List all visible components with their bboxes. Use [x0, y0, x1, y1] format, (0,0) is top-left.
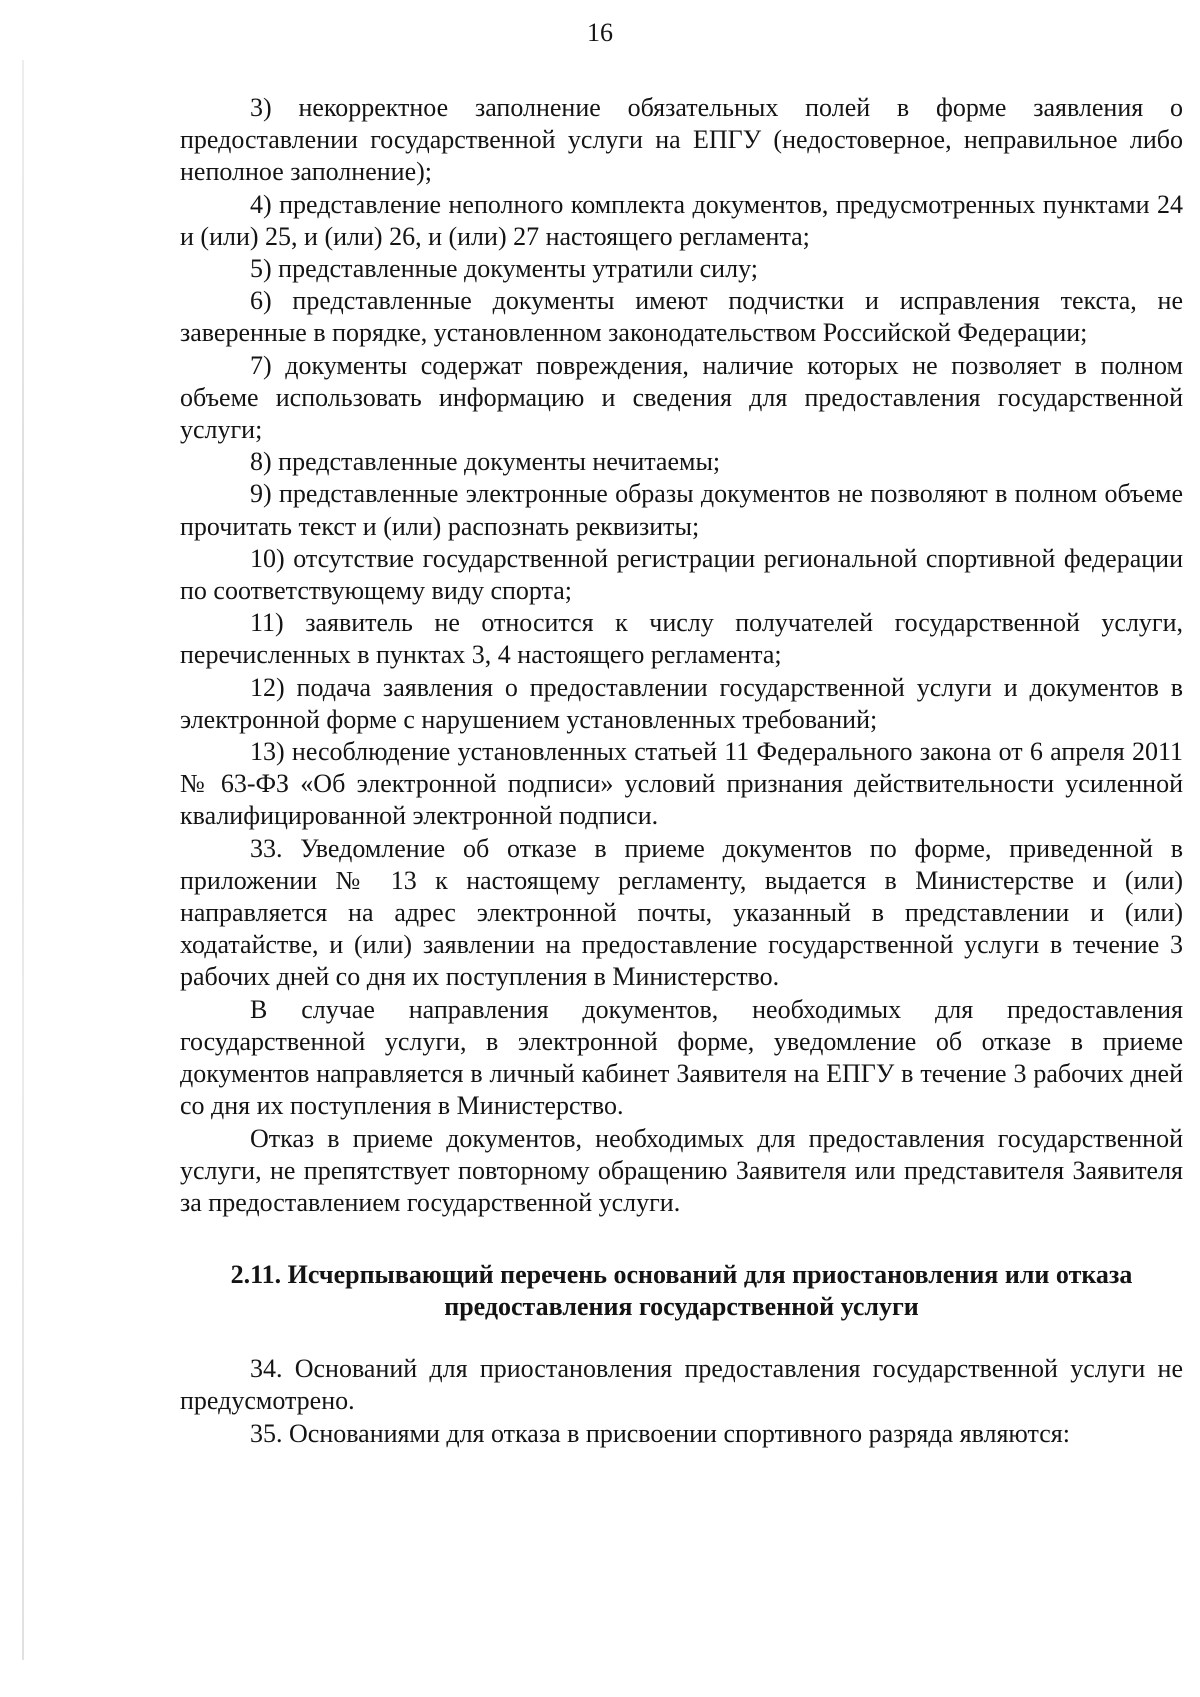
clause-33: 33. Уведомление об отказе в приеме документов по форме, приведенной в приложении № 13 к настоящему регламенту, выдается в Министерстве и (или) направляется на адрес электронной почты, указанный в представлении и (или) ходатайстве, и (или) заявлении на предоставление государственной услуги в течение 3 рабочих дней со дня их поступления в Министерство.	[180, 833, 1183, 992]
page-number: 16	[587, 18, 613, 47]
clause-35: 35. Основаниями для отказа в присвоении спортивного разряда являются:	[250, 1418, 1070, 1448]
list-item-8: 8) представленные документы нечитаемы;	[250, 447, 721, 477]
scan-edge-shadow	[22, 60, 24, 1660]
list-item-10: 10) отсутствие государственной регистрации региональной спортивной федерации по соответствующему виду спорта;	[180, 543, 1183, 606]
section-heading-line-1: 2.11. Исчерпывающий перечень оснований для приостановления или отказа	[230, 1260, 1133, 1290]
list-item-13: 13) несоблюдение установленных статьей 11 Федерального закона от 6 апреля 2011 № 63-ФЗ «Об электронной подписи» условий признания действительности усиленной квалифицированной электронной подписи.	[180, 737, 1183, 831]
list-item-7: 7) документы содержат повреждения, наличие которых не позволяет в полном объеме использовать информацию и сведения для предоставления государственной услуги;	[180, 350, 1183, 445]
list-item-11: 11) заявитель не относится к числу получателей государственной услуги, перечисленных в пунктах 3, 4 настоящего регламента;	[180, 608, 1183, 670]
clause-33-electronic: В случае направления документов, необходимых для предоставления государственной услуги, в электронной форме, уведомление об отказе в приеме документов направляется в личный кабинет Заявителя на ЕПГУ в течение 3 рабочих дней со дня их поступления в Министерство.	[180, 994, 1183, 1121]
clause-34: 34. Оснований для приостановления предоставления государственной услуги не предусмотрено.	[180, 1354, 1183, 1416]
section-heading	[180, 1259, 1183, 1323]
list-item-4: 4) представление неполного комплекта документов, предусмотренных пунктами 24 и (или) 25, и (или) 26, и (или) 27 настоящего регламента;	[180, 189, 1183, 251]
list-item-3: 3) некорректное заполнение обязательных полей в форме заявления о предоставлении государственной услуги на ЕПГУ (недостоверное, неправильное либо неполное заполнение);	[180, 93, 1183, 187]
list-item-6: 6) представленные документы имеют подчистки и исправления текста, не заверенные в порядке, установленном законодательством Российской Федерации;	[180, 286, 1183, 348]
section-heading-line-2: предоставления государственной услуги	[444, 1292, 919, 1322]
list-item-5: 5) представленные документы утратили силу;	[250, 254, 758, 284]
list-item-9: 9) представленные электронные образы документов не позволяют в полном объеме прочитать текст и (или) распознать реквизиты;	[180, 479, 1183, 541]
clause-33-refusal: Отказ в приеме документов, необходимых для предоставления государственной услуги, не препятствует повторному обращению Заявителя или представителя Заявителя за предоставлением государственной услуги.	[180, 1123, 1183, 1217]
list-item-12: 12) подача заявления о предоставлении государственной услуги и документов в электронной форме с нарушением установленных требований;	[180, 672, 1183, 734]
document-body	[180, 92, 1183, 1450]
